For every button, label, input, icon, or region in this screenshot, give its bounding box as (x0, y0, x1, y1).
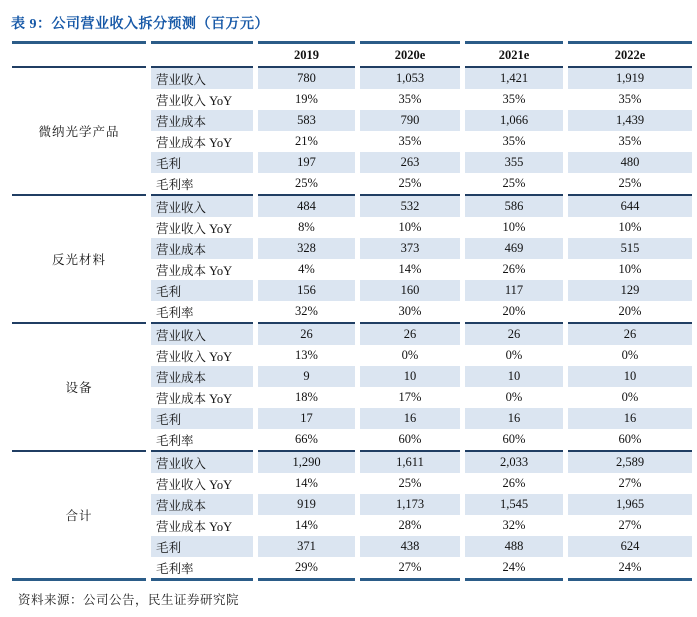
group-label: 微纳光学产品 (12, 68, 146, 194)
value-cell: 17% (398, 390, 422, 404)
metric-label: 营业成本 (151, 110, 253, 131)
value-cell: 0% (505, 348, 523, 362)
header-empty-group-cell (12, 41, 146, 68)
table-row (12, 194, 692, 217)
value-cell: 25% (398, 176, 422, 190)
value-cell: 532 (360, 194, 460, 217)
value-cell: 35% (398, 134, 422, 148)
value-cell: 1,965 (568, 494, 692, 515)
metric-label: 营业成本 YoY (156, 263, 233, 278)
metric-label: 营业成本 (151, 238, 253, 259)
value-cell: 10% (502, 220, 526, 234)
metric-label: 营业成本 YoY (156, 519, 233, 534)
value-cell: 20% (618, 304, 642, 318)
metric-label: 营业收入 YoY (156, 93, 233, 108)
value-cell: 21% (295, 134, 318, 148)
value-cell: 1,066 (465, 110, 563, 131)
table-row (12, 68, 692, 89)
value-cell: 586 (465, 194, 563, 217)
header-empty-metric-cell (151, 41, 253, 68)
value-cell: 26% (502, 476, 526, 490)
source-note: 资料来源：公司公告，民生证券研究院 (18, 593, 240, 607)
table-row (12, 450, 692, 473)
value-cell: 355 (465, 152, 563, 173)
value-cell: 35% (398, 92, 422, 106)
value-cell: 1,919 (568, 68, 692, 89)
value-cell: 0% (505, 390, 523, 404)
value-cell: 624 (568, 536, 692, 557)
value-cell: 27% (360, 557, 460, 581)
value-cell: 1,611 (360, 450, 460, 473)
value-cell: 1,173 (360, 494, 460, 515)
value-cell: 18% (295, 390, 318, 404)
value-cell: 28% (398, 518, 422, 532)
table-row (12, 322, 692, 345)
value-cell: 373 (360, 238, 460, 259)
value-cell: 60% (502, 432, 526, 446)
value-cell: 2,033 (465, 450, 563, 473)
value-cell: 10% (398, 220, 422, 234)
value-cell: 480 (568, 152, 692, 173)
value-cell: 24% (465, 557, 563, 581)
value-cell: 156 (258, 280, 355, 301)
metric-label: 毛利率 (156, 433, 194, 448)
value-cell: 1,053 (360, 68, 460, 89)
value-cell: 117 (465, 280, 563, 301)
value-cell: 60% (398, 432, 422, 446)
value-cell: 0% (401, 348, 419, 362)
value-cell: 16 (465, 408, 563, 429)
metric-label: 营业成本 (151, 366, 253, 387)
value-cell: 0% (621, 348, 639, 362)
value-cell: 488 (465, 536, 563, 557)
value-cell: 26 (360, 322, 460, 345)
metric-label: 毛利率 (151, 557, 253, 581)
value-cell: 790 (360, 110, 460, 131)
metric-label: 营业收入 (151, 450, 253, 473)
value-cell: 2,589 (568, 450, 692, 473)
value-cell: 484 (258, 194, 355, 217)
value-cell: 17 (258, 408, 355, 429)
column-header-2022e: 2022e (568, 41, 692, 68)
metric-label: 毛利 (151, 280, 253, 301)
metric-label: 营业收入 (151, 194, 253, 217)
value-cell: 438 (360, 536, 460, 557)
value-cell: 13% (295, 348, 318, 362)
metric-label: 营业成本 YoY (156, 135, 233, 150)
table-body (12, 68, 692, 581)
metric-label: 毛利 (151, 152, 253, 173)
metric-label: 毛利率 (156, 177, 194, 192)
value-cell: 24% (568, 557, 692, 581)
value-cell: 25% (618, 176, 642, 190)
value-cell: 1,439 (568, 110, 692, 131)
value-cell: 780 (258, 68, 355, 89)
value-cell: 919 (258, 494, 355, 515)
group-label: 反光材料 (12, 194, 146, 322)
value-cell: 26 (465, 322, 563, 345)
metric-label: 营业成本 YoY (156, 391, 233, 406)
value-cell: 263 (360, 152, 460, 173)
value-cell: 27% (618, 518, 642, 532)
value-cell: 14% (295, 518, 318, 532)
value-cell: 35% (618, 92, 642, 106)
value-cell: 515 (568, 238, 692, 259)
metric-label: 毛利 (151, 536, 253, 557)
value-cell: 25% (502, 176, 526, 190)
value-cell: 14% (295, 476, 318, 490)
value-cell: 20% (502, 304, 526, 318)
revenue-forecast-table (7, 41, 697, 581)
value-cell: 160 (360, 280, 460, 301)
value-cell: 10 (465, 366, 563, 387)
value-cell: 26% (502, 262, 526, 276)
value-cell: 9 (258, 366, 355, 387)
metric-label: 营业收入 (151, 68, 253, 89)
value-cell: 60% (618, 432, 642, 446)
value-cell: 583 (258, 110, 355, 131)
group-label: 合计 (12, 450, 146, 581)
value-cell: 10 (360, 366, 460, 387)
value-cell: 1,290 (258, 450, 355, 473)
value-cell: 371 (258, 536, 355, 557)
value-cell: 129 (568, 280, 692, 301)
value-cell: 197 (258, 152, 355, 173)
value-cell: 14% (398, 262, 422, 276)
value-cell: 32% (502, 518, 526, 532)
value-cell: 32% (295, 304, 318, 318)
column-header-2020e: 2020e (360, 41, 460, 68)
value-cell: 35% (502, 92, 526, 106)
value-cell: 10 (568, 366, 692, 387)
value-cell: 25% (398, 476, 422, 490)
metric-label: 营业成本 (151, 494, 253, 515)
value-cell: 8% (298, 220, 315, 234)
value-cell: 19% (295, 92, 318, 106)
metric-label: 毛利率 (156, 305, 194, 320)
metric-label: 毛利 (151, 408, 253, 429)
header-row (12, 41, 692, 68)
value-cell: 1,421 (465, 68, 563, 89)
value-cell: 26 (568, 322, 692, 345)
value-cell: 35% (502, 134, 526, 148)
column-header-2019: 2019 (258, 41, 355, 68)
value-cell: 30% (398, 304, 422, 318)
value-cell: 0% (621, 390, 639, 404)
column-header-2021e: 2021e (465, 41, 563, 68)
metric-label: 营业收入 YoY (156, 349, 233, 364)
value-cell: 4% (298, 262, 315, 276)
value-cell: 10% (618, 220, 642, 234)
table-title: 表 9：公司营业收入拆分预测（百万元） (11, 17, 269, 32)
metric-label: 营业收入 YoY (156, 221, 233, 236)
metric-label: 营业收入 YoY (156, 477, 233, 492)
value-cell: 35% (618, 134, 642, 148)
value-cell: 16 (568, 408, 692, 429)
metric-label: 营业收入 (151, 322, 253, 345)
value-cell: 1,545 (465, 494, 563, 515)
value-cell: 328 (258, 238, 355, 259)
value-cell: 644 (568, 194, 692, 217)
value-cell: 27% (618, 476, 642, 490)
value-cell: 16 (360, 408, 460, 429)
value-cell: 29% (258, 557, 355, 581)
value-cell: 10% (618, 262, 642, 276)
value-cell: 26 (258, 322, 355, 345)
value-cell: 25% (295, 176, 318, 190)
group-label: 设备 (12, 322, 146, 450)
value-cell: 66% (295, 432, 318, 446)
value-cell: 469 (465, 238, 563, 259)
